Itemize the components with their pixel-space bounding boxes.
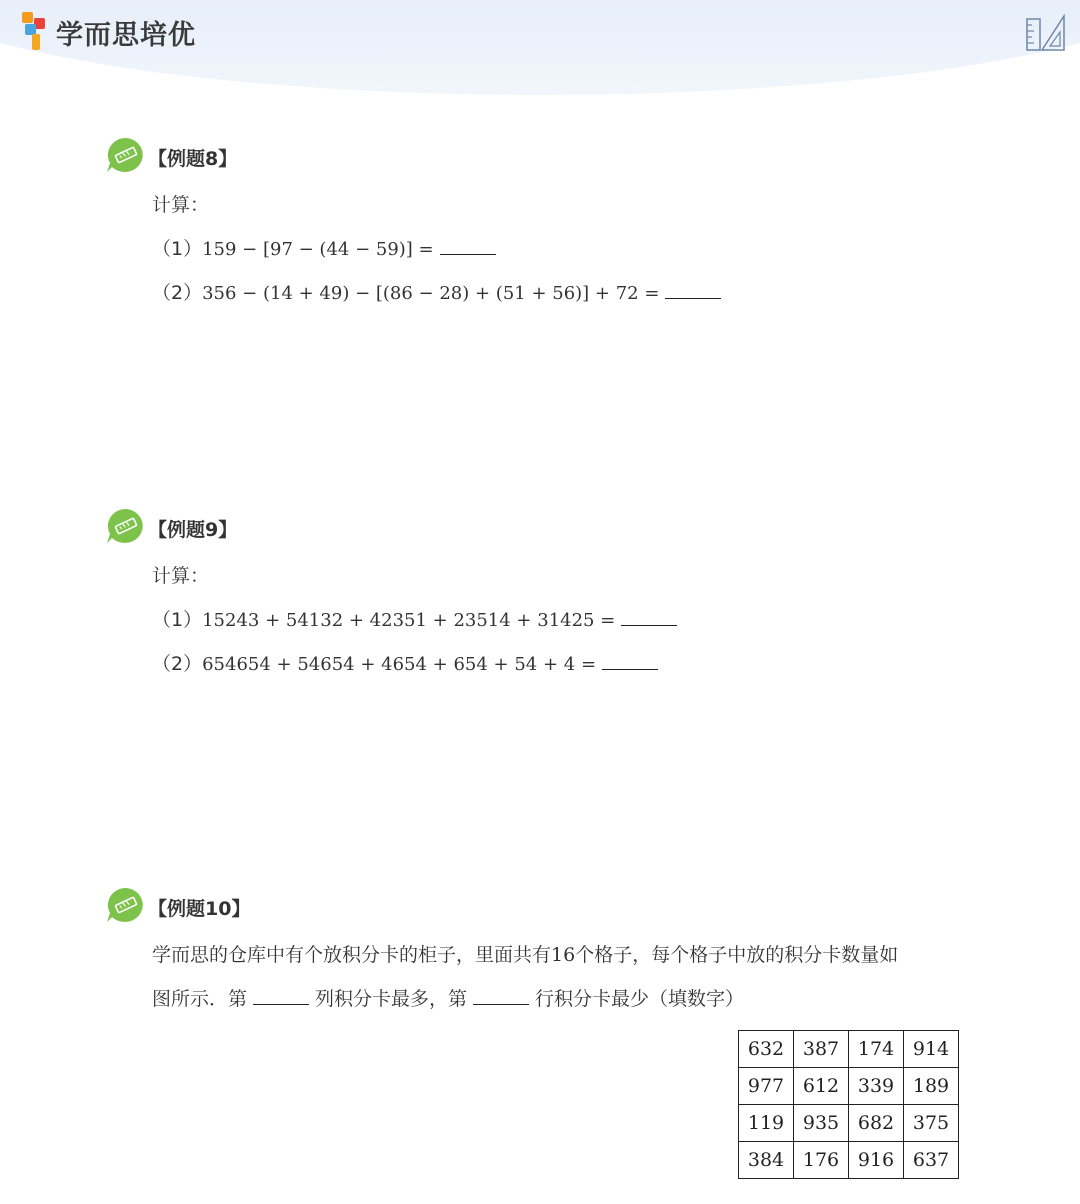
answer-blank[interactable] [621,609,677,626]
problem-item [152,605,677,632]
brand-name: 学而思培优 [56,19,196,51]
table-row [739,1142,959,1179]
table-cell: 914 [904,1031,959,1068]
table-cell: 189 [904,1068,959,1105]
table-cell: 612 [794,1068,849,1105]
problem-intro: 计算： [152,194,210,216]
brand-logo [22,12,196,52]
item-label: （2） [152,653,203,675]
answer-blank[interactable] [665,282,721,299]
item-label: （1） [152,238,203,260]
brand-logo-icon [22,12,50,52]
answer-blank[interactable] [602,653,658,670]
table-cell: 339 [849,1068,904,1105]
table-cell: 387 [794,1031,849,1068]
table-row [739,1105,959,1142]
table-cell: 632 [739,1031,794,1068]
pencil-badge-icon [106,136,146,174]
table-cell: 637 [904,1142,959,1179]
item-label: （1） [152,609,203,631]
item-expression: 15243 + 54132 + 42351 + 23514 + 31425 = [202,610,616,631]
problem-item [152,278,721,305]
text-segment: 学而思的仓库中有个放积分卡的柜子，里面共有 [152,944,552,966]
text-segment: 图所示．第 [152,988,248,1010]
answer-blank[interactable] [440,238,496,255]
table-row [739,1068,959,1105]
pencil-badge-icon [106,886,146,924]
problem-text-line-2 [152,984,744,1011]
table-cell: 176 [794,1142,849,1179]
problem-title: 【例题9】 [148,519,238,541]
text-segment: 列积分卡最多，第 [315,988,468,1010]
problem-text-line-1 [152,940,898,967]
table-cell: 384 [739,1142,794,1179]
answer-blank-column[interactable] [253,988,309,1005]
problem-title: 【例题10】 [148,898,251,920]
pencil-badge-icon [106,507,146,545]
answer-blank-row[interactable] [473,988,529,1005]
item-expression: 356 − (14 + 49) − [(86 − 28) + (51 + 56)] + 72 = [202,283,660,304]
text-number: 16 [551,944,576,966]
table-cell: 119 [739,1105,794,1142]
table-cell: 977 [739,1068,794,1105]
problem-title: 【例题8】 [148,148,238,170]
problem-item [152,649,658,676]
ruler-triangle-icon [1026,14,1066,52]
table-row [739,1031,959,1068]
text-segment: 行积分卡最少（填数字） [535,988,745,1010]
text-segment: 个格子，每个格子中放的积分卡数量如 [575,944,899,966]
table-cell: 375 [904,1105,959,1142]
table-cell: 682 [849,1105,904,1142]
item-expression: 159 − [97 − (44 − 59)] = [202,239,434,260]
item-label: （2） [152,282,203,304]
problem-item [152,234,496,261]
problem-intro: 计算： [152,565,210,587]
table-cell: 174 [849,1031,904,1068]
card-grid-table [738,1030,959,1179]
table-cell: 935 [794,1105,849,1142]
item-expression: 654654 + 54654 + 4654 + 654 + 54 + 4 = [202,654,597,675]
table-cell: 916 [849,1142,904,1179]
